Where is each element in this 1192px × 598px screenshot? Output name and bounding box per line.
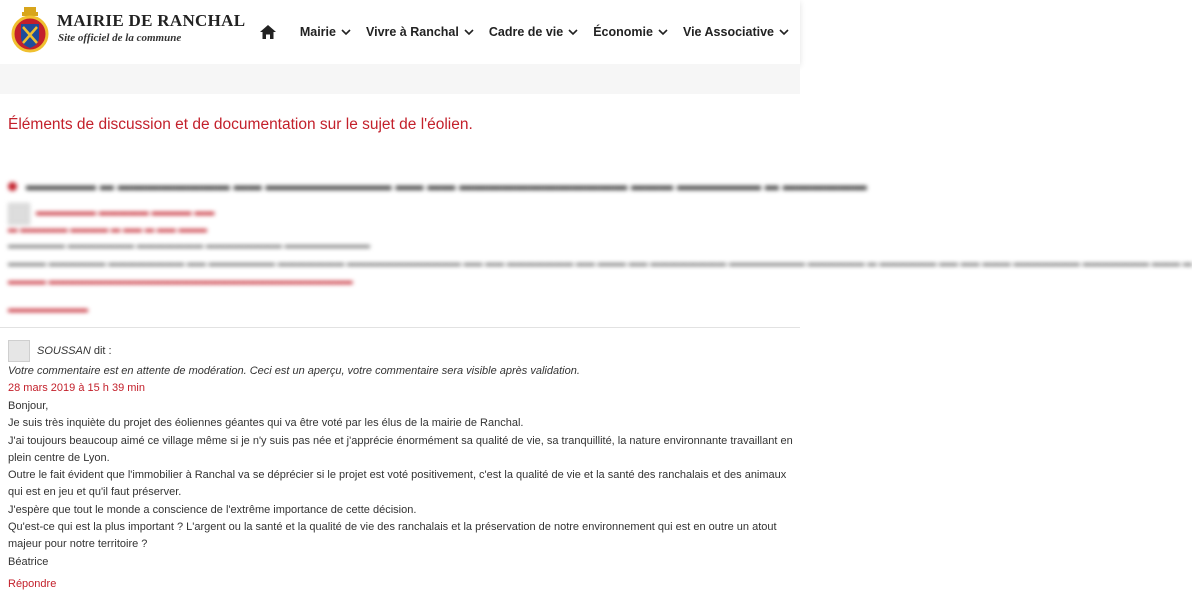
site-header	[0, 0, 800, 64]
chevron-down-icon	[778, 27, 790, 37]
chevron-down-icon	[463, 27, 475, 37]
site-tagline: Site officiel de la commune	[58, 32, 182, 44]
moderation-notice: Votre commentaire est en attente de modération. Ceci est un aperçu, votre commentaire sera visible après validation.	[8, 365, 580, 377]
blurred-text: ▬▬▬▬▬▬ ▬▬▬▬▬▬▬ ▬▬▬▬▬▬▬ ▬▬▬▬▬▬▬▬ ▬▬▬▬▬▬▬▬▬	[8, 240, 371, 251]
nav-item-vivre-a-ranchal[interactable]	[366, 25, 475, 39]
comment-says: dit :	[93, 345, 112, 357]
blurred-author: ▬▬▬▬▬▬ ▬▬▬▬▬ ▬▬▬▬ ▬▬	[36, 207, 215, 218]
nav-item-economie[interactable]	[593, 25, 669, 39]
comment-paragraph: J'espère que tout le monde a conscience de l'extrême importance de cette décision.	[8, 503, 417, 516]
blurred-link: ▬▬▬▬ ▬▬▬▬▬▬▬▬▬▬▬▬▬▬▬▬▬▬▬▬▬▬▬▬▬▬▬▬▬▬▬▬	[8, 276, 353, 287]
header-band	[0, 64, 800, 94]
blurred-heading: ▬▬▬▬▬ ▬ ▬▬▬▬▬▬▬▬ ▬▬ ▬▬▬▬▬▬▬▬▬ ▬▬ ▬▬ ▬▬▬▬▬▬▬▬▬▬▬▬ ▬▬▬ ▬▬▬▬▬▬ ▬ ▬▬▬▬▬▬	[26, 177, 867, 193]
blurred-text: ▬▬▬▬ ▬▬▬▬▬▬ ▬▬▬▬▬▬▬▬ ▬▬ ▬▬▬▬▬▬▬ ▬▬▬▬▬▬▬ ▬▬▬▬▬▬▬▬▬▬▬▬ ▬▬ ▬▬ ▬▬▬▬▬▬▬ ▬▬ ▬▬▬ ▬▬ ▬▬▬▬▬▬▬▬ ▬▬▬▬▬▬▬▬ ▬▬▬▬▬▬ ▬ ▬▬▬▬▬▬ ▬▬ ▬▬ ▬▬▬ ▬▬▬▬▬▬▬ ▬▬▬▬▬▬▬ ▬▬▬ ▬	[8, 258, 1192, 269]
reply-link[interactable]: Répondre	[8, 578, 57, 590]
comment-signature: Béatrice	[8, 555, 49, 568]
comment-author: SOUSSAN	[37, 345, 91, 357]
home-icon[interactable]	[259, 24, 277, 40]
nav-label: Vivre à Ranchal	[365, 25, 459, 39]
nav-label: Vie Associative	[682, 25, 774, 39]
site-title[interactable]: MAIRIE DE RANCHAL	[57, 11, 246, 30]
nav-item-cadre-de-vie[interactable]	[489, 25, 579, 39]
main-nav	[259, 24, 790, 40]
bullet-dot	[8, 182, 17, 191]
blurred-date: ▬ ▬▬▬▬▬ ▬▬▬▬ ▬ ▬▬ ▬ ▬▬ ▬▬▬	[8, 224, 207, 235]
page-title: Éléments de discussion et de documentation sur le sujet de l'éolien.	[8, 116, 473, 133]
nav-item-mairie[interactable]	[300, 25, 352, 39]
nav-item-vie-associative[interactable]	[683, 25, 790, 39]
nav-label: Mairie	[299, 25, 336, 39]
nav-label: Cadre de vie	[488, 25, 564, 39]
chevron-down-icon	[567, 27, 579, 37]
blurred-comment-block	[0, 170, 1192, 320]
comment-paragraph: Outre le fait évident que l'immobilier à Ranchal va se déprécier si le projet est voté positivement, c'est la qualité de vie et la santé des ranchalais et des animaux qui est en jeu et qu'il faut préserver.	[8, 469, 787, 499]
comment-paragraph: Bonjour,	[8, 400, 49, 412]
coat-of-arms-logo[interactable]	[9, 7, 51, 55]
comment-paragraph: J'ai toujours beaucoup aimé ce village même si je n'y suis pas née et j'apprécie énormément sa qualité de vie, sa tranquillité, la nature environnante travaillant en plein centre de Lyon.	[8, 434, 793, 464]
chevron-down-icon	[657, 27, 669, 37]
avatar	[8, 340, 30, 362]
avatar	[8, 203, 30, 225]
comment-body	[8, 398, 793, 571]
blurred-reply: ▬▬▬▬▬▬▬▬	[8, 304, 88, 315]
comment-author-line	[37, 345, 112, 357]
comment-paragraph: Je suis très inquiète du projet des éoliennes géantes qui va être voté par les élus de la mairie de Ranchal.	[8, 417, 524, 430]
nav-label: Économie	[593, 25, 653, 39]
comment-date-link[interactable]: 28 mars 2019 à 15 h 39 min	[8, 382, 145, 394]
comment-divider	[0, 327, 800, 328]
comment-paragraph: Qu'est-ce qui est la plus important ? L'argent ou la santé et la qualité de vie des ranchalais et la préservation de notre environnement qui est en outre un atout majeur pour notre territoire ?	[8, 521, 777, 551]
chevron-down-icon	[340, 27, 352, 37]
